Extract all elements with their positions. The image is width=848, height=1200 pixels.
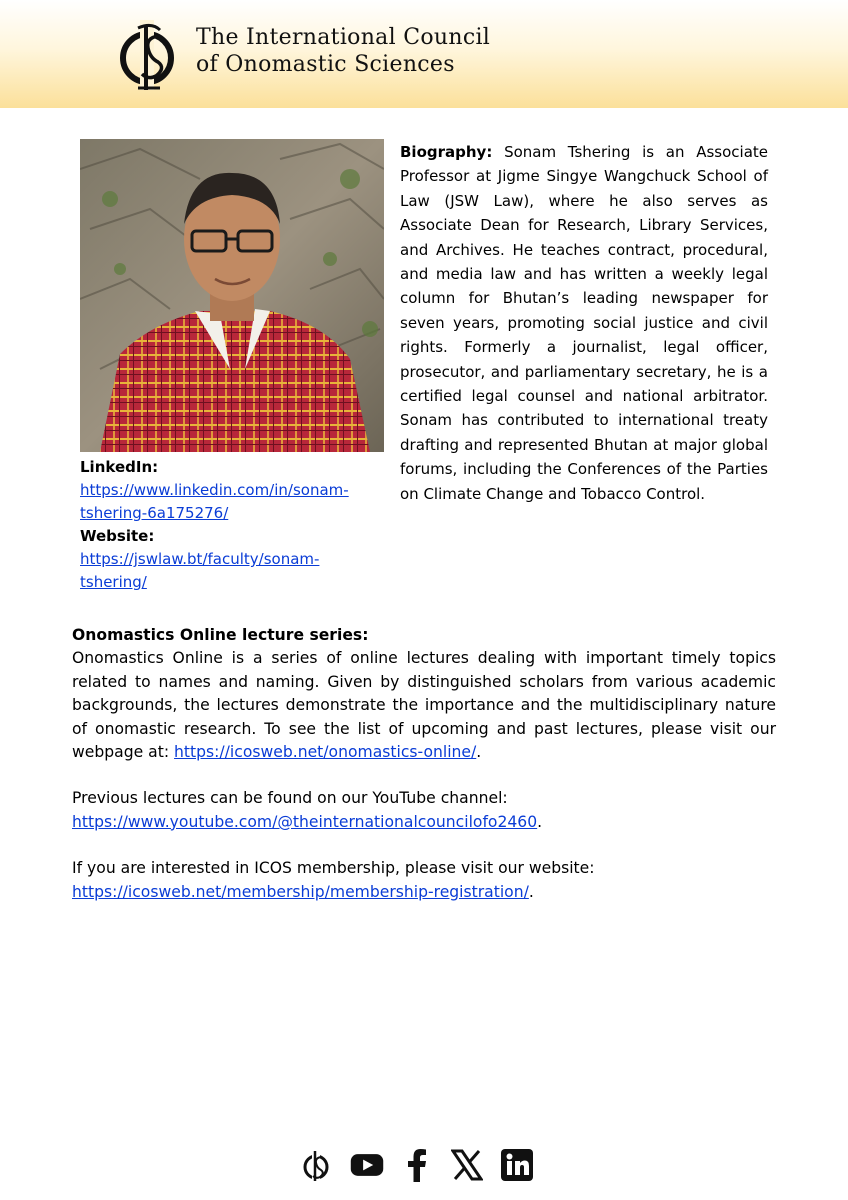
- icos-logo-icon[interactable]: [300, 1148, 334, 1182]
- website-label: Website:: [80, 527, 155, 545]
- membership-registration-link[interactable]: https://icosweb.net/membership/membership-registration/: [72, 882, 529, 901]
- linkedin-link-line2[interactable]: tshering-6a175276/: [80, 504, 229, 522]
- onomastics-online-link[interactable]: https://icosweb.net/onomastics-online/: [174, 743, 477, 762]
- lecture-series-intro-text: Onomastics Online is a series of online lectures dealing with important timely topics related to names and naming. Given by distinguished scholars from various academic backgrounds, the lectures demonstrate the importance and the multidisciplinary nature of onomastic research. To see the list of upcoming and past lectures, please visit our webpage at:: [72, 649, 776, 762]
- biography-text: Sonam Tshering is an Associate Professor at Jigme Singye Wangchuck School of Law (JSW Law), where he also serves as Associate Dean for Research, Library Services, and Archives. He teaches contract, procedural, and media law and has written a weekly legal column for Bhutan’s leading newspaper for seven years, promoting social justice and civil rights. Formerly a journalist, legal officer, prosecutor, and parliamentary secretary, he is a certified legal counsel and national arbitrator. Sonam has contributed to international treaty drafting and represented Bhutan at major global forums, including the Conferences of the Parties on Climate Change and Tobacco Control.: [400, 143, 768, 503]
- lecture-series-intro: [72, 647, 776, 764]
- website-link-line1[interactable]: https://jswlaw.bt/faculty/sonam-: [80, 550, 320, 568]
- social-icons-footer: [300, 1146, 560, 1184]
- facebook-icon[interactable]: [400, 1148, 434, 1182]
- biography-label: Biography:: [400, 143, 493, 161]
- website-link-line2[interactable]: tshering/: [80, 573, 147, 591]
- youtube-channel-link[interactable]: https://www.youtube.com/@theinternationalcouncilofo2460: [72, 812, 538, 831]
- youtube-period: .: [537, 812, 543, 831]
- linkedin-label: LinkedIn:: [80, 458, 159, 476]
- speaker-links: [80, 456, 390, 594]
- membership-line: [72, 881, 776, 904]
- organization-name: [196, 24, 490, 78]
- intro-period: .: [476, 743, 482, 762]
- organization-name-line1: The International Council: [196, 25, 491, 50]
- youtube-icon[interactable]: [350, 1148, 384, 1182]
- membership-text: If you are interested in ICOS membership, please visit our website:: [72, 859, 595, 878]
- youtube-text: Previous lectures can be found on our YouTube channel:: [72, 789, 508, 808]
- linkedin-icon[interactable]: [500, 1148, 534, 1182]
- youtube-line: [72, 811, 776, 834]
- membership-period: .: [528, 882, 534, 901]
- speaker-photo: [80, 139, 384, 452]
- page-header: [0, 0, 848, 108]
- icos-logo: [116, 18, 188, 92]
- biography: [400, 140, 768, 506]
- linkedin-link-line1[interactable]: https://www.linkedin.com/in/sonam-: [80, 481, 349, 499]
- x-icon[interactable]: [450, 1148, 484, 1182]
- organization-name-line2: of Onomastic Sciences: [196, 52, 455, 77]
- lecture-series-section: [72, 624, 776, 904]
- lecture-series-heading: Onomastics Online lecture series:: [72, 626, 369, 644]
